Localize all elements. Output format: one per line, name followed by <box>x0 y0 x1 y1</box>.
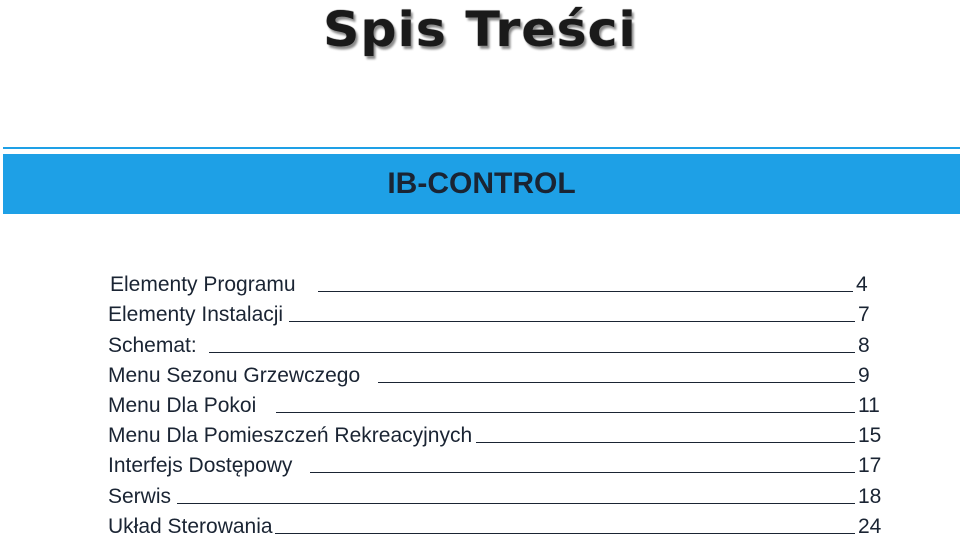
toc-page-number: 24 <box>858 514 882 538</box>
toc-page-number: 9 <box>858 363 870 387</box>
toc-page-number: 15 <box>858 424 882 448</box>
toc-leader-line <box>378 382 855 383</box>
band-top-rule <box>3 147 960 149</box>
section-title: IB-CONTROL <box>387 167 576 200</box>
toc-leader-line <box>289 321 855 322</box>
toc-page-number: 18 <box>858 484 882 508</box>
table-of-contents <box>108 267 890 539</box>
section-band <box>3 154 960 214</box>
toc-leader-line <box>476 442 855 443</box>
toc-page-number: 7 <box>858 303 870 327</box>
toc-entry-elementy-programu[interactable] <box>110 267 888 297</box>
toc-label: Elementy Instalacji <box>108 303 284 327</box>
toc-label: Menu Sezonu Grzewczego <box>108 363 361 387</box>
toc-entry-menu-dla-pokoi[interactable] <box>108 388 890 418</box>
toc-label: Menu Dla Pomieszczeń Rekreacyjnych <box>108 424 473 448</box>
toc-label: Interfejs Dostępowy <box>108 454 293 478</box>
toc-page-number: 17 <box>858 454 882 478</box>
page-heading: Spis Treści <box>323 2 637 58</box>
toc-entry-elementy-instalacji[interactable] <box>108 297 890 327</box>
toc-page-number: 8 <box>858 333 870 357</box>
toc-label: Serwis <box>108 484 172 508</box>
toc-leader-line <box>318 291 853 292</box>
toc-entry-interfejs-dostepowy[interactable] <box>108 448 890 478</box>
toc-leader-line <box>310 472 855 473</box>
toc-entry-serwis[interactable] <box>108 478 890 508</box>
toc-leader-line <box>177 503 855 504</box>
toc-page-number: 11 <box>858 393 880 417</box>
toc-label: Schemat: <box>108 333 197 357</box>
toc-entry-schemat[interactable] <box>108 327 890 357</box>
toc-leader-line <box>276 412 855 413</box>
toc-entry-menu-dla-pomieszczen[interactable] <box>108 418 890 448</box>
toc-label: Układ Sterowania <box>108 514 273 538</box>
toc-page-number: 4 <box>856 273 868 297</box>
toc-leader-line <box>275 533 855 534</box>
toc-entry-uklad-sterowania[interactable] <box>108 509 890 539</box>
toc-entry-menu-sezonu-grzewczego[interactable] <box>108 358 890 388</box>
toc-label: Elementy Programu <box>110 273 296 297</box>
toc-leader-line <box>209 352 855 353</box>
toc-label: Menu Dla Pokoi <box>108 393 257 417</box>
